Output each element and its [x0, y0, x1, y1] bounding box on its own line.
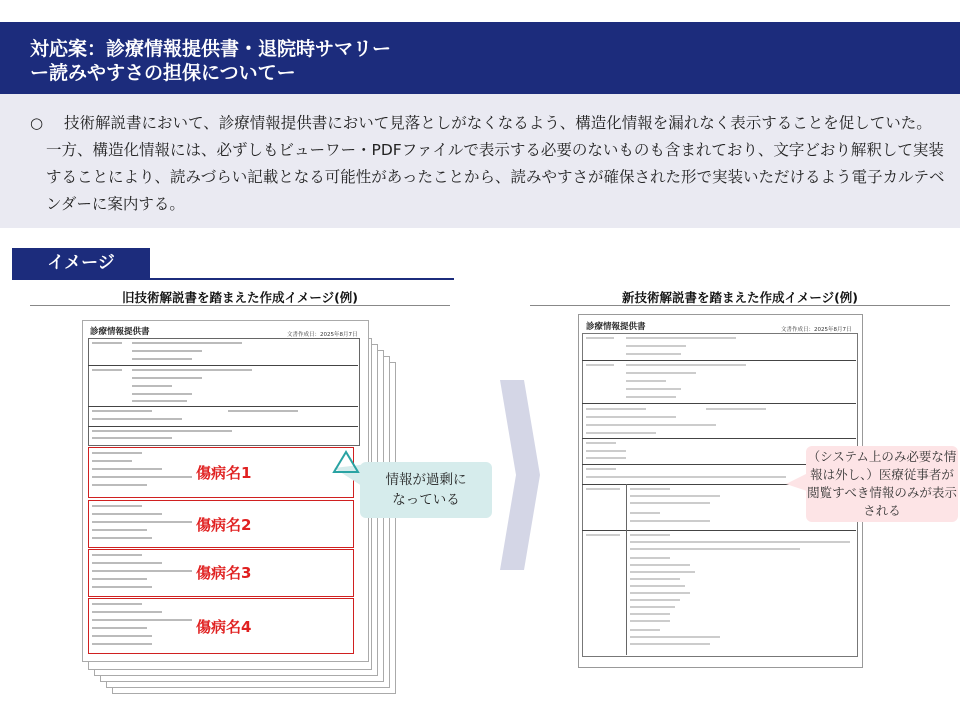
text-line: [630, 620, 670, 622]
text-line: [92, 418, 182, 420]
text-line: [630, 495, 720, 497]
right-doc-title: 診療情報提供書: [586, 322, 646, 332]
text-line: [626, 372, 696, 374]
text-line: [630, 548, 800, 550]
left-doc-date: 文書作成日：2025年8月7日: [287, 332, 358, 338]
arrow-right-icon: [500, 380, 540, 570]
right-panel-label: 新技術解説書を踏まえた作成イメージ(例): [621, 290, 859, 305]
text-line: [132, 369, 252, 371]
text-line: [92, 452, 142, 454]
bullet-icon: ○: [30, 114, 44, 132]
text-line: [92, 611, 162, 613]
text-line: [630, 488, 670, 490]
text-line: [92, 369, 122, 371]
text-line: [92, 484, 147, 486]
text-line: [626, 380, 666, 382]
text-line: [228, 410, 298, 412]
text-line: [630, 520, 710, 522]
text-line: [92, 619, 192, 621]
text-line: [626, 345, 686, 347]
form-rule: [582, 530, 856, 531]
text-line: [630, 599, 680, 601]
form-rule: [88, 365, 358, 366]
disease-label-2: 傷病名2: [196, 516, 252, 534]
text-line: [92, 476, 192, 478]
page-title-line2: ー読みやすさの担保についてー: [30, 62, 296, 84]
text-line: [92, 554, 142, 556]
form-vrule: [626, 484, 627, 655]
text-line: [92, 586, 152, 588]
left-callout-text: 情報が過剰に なっている: [385, 472, 467, 508]
text-line: [630, 606, 675, 608]
text-line: [586, 468, 616, 470]
text-line: [630, 613, 670, 615]
text-line: [626, 353, 681, 355]
text-line: [92, 430, 232, 432]
text-line: [630, 557, 670, 559]
text-line: [92, 342, 122, 344]
text-line: [92, 643, 152, 645]
disease-label-3: 傷病名3: [196, 564, 252, 582]
text-line: [630, 564, 690, 566]
text-line: [92, 570, 192, 572]
text-line: [630, 512, 660, 514]
text-line: [92, 468, 162, 470]
text-line: [132, 400, 187, 402]
text-line: [132, 342, 242, 344]
text-line: [92, 513, 162, 515]
text-line: [626, 337, 736, 339]
text-line: [132, 350, 202, 352]
right-doc-date: 文書作成日：2025年8月7日: [781, 327, 852, 333]
right-callout-text: （システム上のみ必要な情報は外し、）医療従事者が閲覧すべき情報のみが表示される: [807, 449, 957, 518]
text-line: [92, 437, 172, 439]
text-line: [586, 488, 620, 490]
text-line: [92, 529, 147, 531]
text-line: [92, 521, 192, 523]
text-line: [630, 502, 710, 504]
text-line: [132, 377, 202, 379]
text-line: [92, 410, 152, 412]
disease-label-4: 傷病名4: [196, 618, 252, 636]
text-line: [92, 562, 162, 564]
text-line: [586, 364, 614, 366]
image-section-tab: イメージ: [12, 248, 150, 278]
text-line: [586, 450, 626, 452]
text-line: [630, 534, 670, 536]
summary-text: 技術解説書において、診療情報提供書において見落としがなくなるよう、構造化情報を漏れなく表示することを促していた。一方、構造化情報には、必ずしもビューワー・PDFファイルで表示する必要のないものも含まれており、文字どおり解釈して実装することにより、読みづらい記載となる可能性があったことから、読みやすさが確保された形で実装いただけるよう電子カルテベンダーに案内する。: [46, 114, 945, 213]
form-rule: [582, 360, 856, 361]
text-line: [586, 432, 656, 434]
form-rule: [582, 438, 856, 439]
text-line: [586, 424, 716, 426]
text-line: [626, 388, 681, 390]
text-line: [132, 358, 192, 360]
text-line: [630, 636, 720, 638]
text-line: [630, 643, 710, 645]
text-line: [92, 627, 147, 629]
left-doc-title: 診療情報提供書: [90, 327, 150, 337]
text-line: [630, 629, 660, 631]
text-line: [630, 541, 850, 543]
form-rule: [88, 406, 358, 407]
form-rule: [88, 426, 358, 427]
text-line: [586, 408, 646, 410]
text-line: [586, 416, 676, 418]
text-line: [92, 537, 152, 539]
text-line: [626, 364, 746, 366]
text-line: [586, 337, 614, 339]
text-line: [586, 457, 626, 459]
text-line: [132, 385, 172, 387]
text-line: [626, 396, 676, 398]
form-rule: [582, 403, 856, 404]
disease-label-1: 傷病名1: [196, 464, 252, 482]
text-line: [92, 635, 152, 637]
text-line: [630, 585, 685, 587]
text-line: [92, 505, 142, 507]
text-line: [586, 534, 620, 536]
text-line: [630, 592, 690, 594]
page-title-line1: 対応案：診療情報提供書・退院時サマリー: [30, 38, 392, 60]
text-line: [630, 578, 680, 580]
right-label-rule: [530, 305, 950, 306]
text-line: [132, 393, 192, 395]
text-line: [92, 603, 142, 605]
section-underline: [12, 278, 454, 280]
text-line: [586, 476, 786, 478]
text-line: [586, 442, 616, 444]
left-panel-label: 旧技術解説書を踏まえた作成イメージ(例): [121, 290, 359, 305]
text-line: [630, 571, 695, 573]
left-label-rule: [30, 305, 450, 306]
text-line: [92, 578, 147, 580]
text-line: [92, 460, 132, 462]
text-line: [706, 408, 766, 410]
